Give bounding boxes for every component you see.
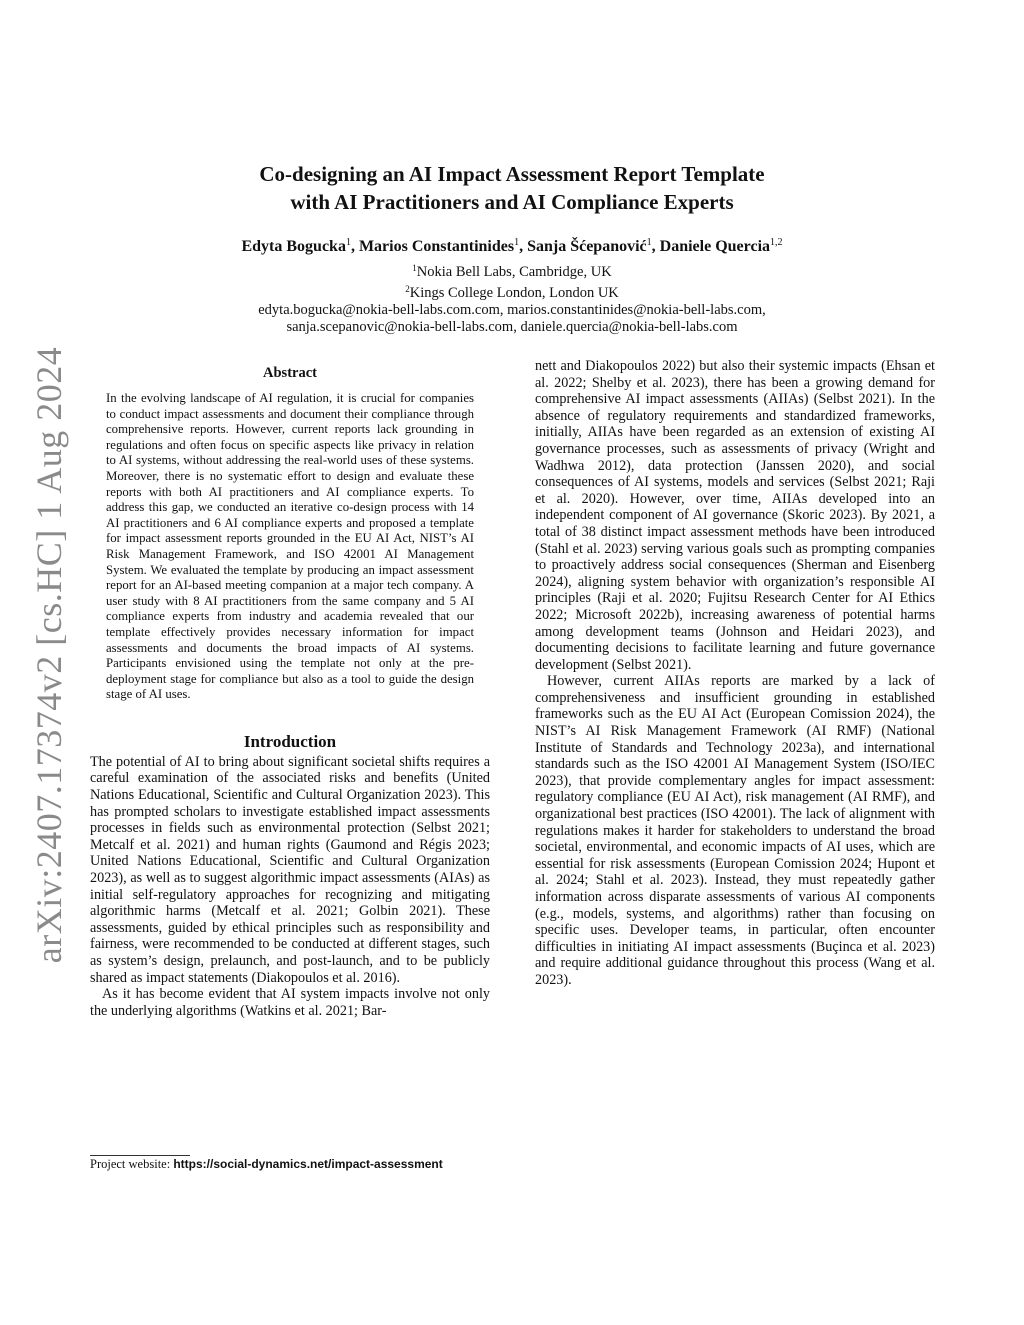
- affiliation-2: [90, 281, 934, 302]
- footnote: [90, 1157, 510, 1172]
- author-affiliation-mark: 1: [345, 237, 351, 248]
- author-separator: ,: [519, 238, 528, 255]
- email-line-2: sanja.scepanovic@nokia-bell-labs.com, daniele.quercia@nokia-bell-labs.com: [286, 319, 738, 335]
- introduction-heading: Introduction: [243, 731, 337, 751]
- affiliation-1-mark: 1: [412, 263, 417, 273]
- paper-title: [90, 160, 934, 216]
- intro-paragraph-2-continued: nett and Diakopoulos 2022) but also their systemic impacts (Ehsan et al. 2022; Shelby et al. 2023), there has been a growing demand for comprehensive AI impact assessments (AIIAs) (Selbst 2021). In the absence of regulatory requirements and standardized frameworks, initially, AIIAs have been regarded as an extension of existing AI governance processes, such as assessments of privacy (Wright and Wadhwa 2012), data protection (Janssen 2020), and social consequences of AI systems, models and services (Selbst 2021; Raji et al. 2020). However, over time, AIIAs developed into an independent component of AI governance (Skoric 2023). By 2021, a total of 38 distinct impact assessment methods have been introduced (Stahl et al. 2023) serving various goals such as prompting companies to proactively address social consequences (Sherman and Eisenberg 2024), aligning system behavior with organization’s responsible AI principles (Raji et al. 2020; Fujitsu Research Center for AI Ethics 2022; Microsoft 2022b), increasing awareness of potential harms among development teams (Johnson and Heidari 2023), and documenting decisions to facilitate learning and future governance development (Selbst 2021).: [535, 358, 935, 673]
- intro-paragraph-2-start: As it has become evident that AI system impacts involve not only the underlying algorithms (Watkins et al. 2021; Bar-: [90, 986, 490, 1019]
- title-line-2: with AI Practitioners and AI Compliance Experts: [290, 190, 734, 214]
- author-affiliation-mark: 1: [514, 237, 520, 248]
- right-column: [535, 358, 935, 989]
- abstract-heading: Abstract: [263, 365, 317, 381]
- project-website-link[interactable]: https://social-dynamics.net/impact-assessment: [173, 1157, 443, 1171]
- affiliation-1-text: Nokia Bell Labs, Cambridge, UK: [416, 264, 612, 280]
- left-column: [90, 364, 490, 1019]
- footnote-label: Project website:: [90, 1157, 174, 1171]
- email-line-1: edyta.bogucka@nokia-bell-labs.com.com, marios.constantinides@nokia-bell-labs.com,: [258, 302, 766, 318]
- footnote-rule: [90, 1155, 190, 1156]
- affiliation-2-text: Kings College London, London UK: [409, 285, 619, 301]
- abstract-text: In the evolving landscape of AI regulation, it is crucial for companies to conduct impact assessments and document their compliance through comprehensive reports. However, current reports lack grounding in regulations and often focus on specific aspects like privacy in relation to AI systems, without addressing the real-world uses of these systems. Moreover, there is no systematic effort to design and evaluate these reports with both AI practitioners and AI compliance experts. To address this gap, we conducted an iterative co-design process with 14 AI practitioners and 6 AI compliance experts and proposed a template for impact assessment reports grounded in the EU AI Act, NIST’s AI Risk Management Framework, and ISO 42001 AI Management System. We evaluated the template by producing an impact assessment report for an AI-based meeting companion at a major tech company. A user study with 8 AI practitioners from the same company and 5 AI compliance experts from industry and academia revealed that our template effectively provides necessary information for impact assessments and documents the broad impacts of AI systems. Participants envisioned using the template not only at the pre-deployment stage for compliance but also as a tool to guide the design stage of AI uses.: [106, 391, 474, 702]
- author-separator: ,: [350, 238, 359, 255]
- author-name: Marios Constantinides: [358, 238, 515, 255]
- arxiv-identifier: [24, 346, 74, 964]
- author-affiliation-mark: 1,2: [770, 237, 783, 248]
- author-affiliation-mark: 1: [646, 237, 652, 248]
- author-name: Sanja Šćepanović: [527, 238, 647, 255]
- affiliation-1: [90, 260, 934, 281]
- author-list: [90, 232, 934, 258]
- author-name: Daniele Quercia: [659, 238, 771, 255]
- intro-paragraph-3: However, current AIIAs reports are marked by a lack of comprehensiveness and insufficient grounding in established frameworks such as the EU AI Act (European Comission 2024), the NIST’s AI Risk Management Framework (AI RMF) (National Institute of Standards and Technology 2023a), and international standards such as the ISO 42001 AI Management System (ISO/IEC 2023), that provide complementary angles for impact assessment: regulatory compliance (EU AI Act), risk management (AI RMF), and organizational best practices (ISO 42001). The lack of alignment with regulations makes it harder for stakeholders to understand the broad societal, environmental, and economic impacts of AI uses, which are essential for risk assessments (European Comission 2024; Hupont et al. 2024; Stahl et al. 2023). Instead, they must repeatedly gather information across disparate assessments of various AI components (e.g., models, systems, and algorithms) rather than focusing on specific uses. Developer teams, in particular, often encounter difficulties in initiating AI impact assessments (Buçinca et al. 2023) and require additional guidance throughout this process (Wang et al. 2023).: [535, 673, 935, 988]
- intro-paragraph-1: The potential of AI to bring about significant societal shifts requires a careful examination of the associated risks and benefits (United Nations Educational, Scientific and Cultural Organization 2023). This has prompted scholars to investigate established impact assessments processes in fields such as environmental protection (Selbst 2021; Metcalf et al. 2021) and human rights (Gaumond and Régis 2023; United Nations Educational, Scientific and Cultural Organization 2023), as well as to suggest algorithmic impact assessments (AIAs) as initial self-regulatory approaches for recognizing and mitigating algorithmic harms (Metcalf et al. 2021; Golbin 2021). These assessments, guided by ethical principles such as responsibility and fairness, were recommended to be conducted at different stages, such as system’s design, prelaunch, and post-launch, and to be publicly shared as impact statements (Diakopoulos et al. 2016).: [90, 753, 490, 986]
- title-line-1: Co-designing an AI Impact Assessment Report Template: [259, 162, 765, 186]
- affiliation-2-mark: 2: [405, 284, 410, 294]
- author-name: Edyta Bogucka: [241, 238, 346, 255]
- affiliations: [90, 260, 934, 336]
- author-separator: ,: [651, 238, 660, 255]
- arxiv-identifier-text: arXiv:2407.17374v2 [cs.HC] 1 Aug 2024: [29, 346, 69, 964]
